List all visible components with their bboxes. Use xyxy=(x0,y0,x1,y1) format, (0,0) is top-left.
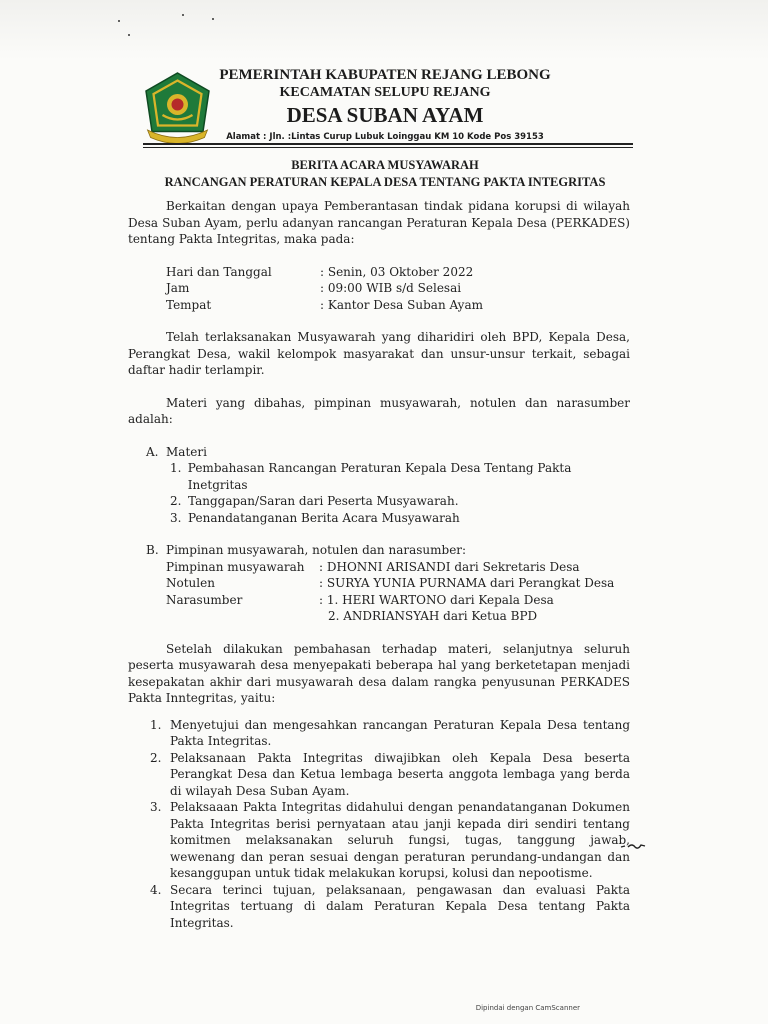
document-body xyxy=(128,198,630,931)
materials-intro: Materi yang dibahas, pimpinan musyawarah, notulen dan narasumber adalah: xyxy=(128,395,630,426)
section-marker: A. xyxy=(146,444,159,459)
letterhead-district: KECAMATAN SELUPU REJANG xyxy=(279,85,491,100)
letterhead-rule-thin xyxy=(143,147,633,148)
participant-name: : SURYA YUNIA PURNAMA dari Perangkat Desa xyxy=(319,576,615,590)
section-title: Materi xyxy=(166,444,207,459)
list-number: 3. xyxy=(170,510,182,525)
list-text: Pelaksaaan Pakta Integritas didahului dengan penandatanganan Dokumen Pakta Integritas berisi pernyataan atau janji kepada diri sendiri tentang komitmen melaksanakan seluruh fungsi, tugas, tanggung jawab, wewenang dan peran sesuai dengan peraturan perundang-undangan dan kesanggupan untuk tidak melakukan korupsi, kolusi dan nepootisme. xyxy=(170,800,630,880)
list-item xyxy=(170,493,630,510)
section-title: Pimpinan musyawarah, notulen dan narasumber: xyxy=(166,543,467,557)
list-item xyxy=(150,750,630,800)
list-item xyxy=(170,460,630,493)
list-number: 1. xyxy=(170,461,182,475)
scanner-watermark: Dipindai dengan CamScanner xyxy=(475,1004,580,1012)
section-marker: B. xyxy=(146,543,159,557)
list-number: 2. xyxy=(150,750,162,765)
letterhead xyxy=(205,66,565,144)
title-line-2: RANCANGAN PERATURAN KEPALA DESA TENTANG PAKTA INTEGRITAS xyxy=(164,175,606,189)
participants-table xyxy=(128,559,630,625)
schedule-row xyxy=(166,297,630,314)
schedule-label: Hari dan Tanggal xyxy=(166,264,272,279)
scan-shadow xyxy=(0,0,768,60)
list-item xyxy=(150,882,630,932)
list-item xyxy=(150,799,630,882)
schedule-value: : 09:00 WIB s/d Selesai xyxy=(320,281,462,295)
list-number: 2. xyxy=(170,494,182,508)
participant-name: : DHONNI ARISANDI dari Sekretaris Desa xyxy=(319,559,580,574)
regency-crest-icon xyxy=(140,70,215,145)
participant-row xyxy=(166,608,630,625)
title-line-1: BERITA ACARA MUSYAWARAH xyxy=(291,158,479,172)
list-text: Pelaksanaan Pakta Integritas diwajibkan oleh Kepala Desa beserta Perangkat Desa dan Ketua lembaga beserta anggota lembaga yang berda di wilayah Desa Suban Ayam. xyxy=(170,750,630,798)
letterhead-address: Alamat : Jln. :Lintas Curup Lubuk Loinggau KM 10 Kode Pos 39153 xyxy=(226,132,544,142)
letterhead-rule-thick xyxy=(143,143,633,145)
participant-role: Narasumber xyxy=(166,592,243,607)
participant-role xyxy=(166,608,319,625)
schedule-row xyxy=(166,280,630,297)
participant-role: Notulen xyxy=(166,576,215,590)
conclusion-paragraph: Setelah dilakukan pembahasan terhadap materi, selanjutnya seluruh peserta musyawarah desa menyepakati beberapa hal yang berketetapan menjadi kesepakatan akhir dari musyawarah desa dalam rangka penyusunan PERKADES Pakta Inntegritas, yaitu: xyxy=(128,641,630,705)
schedule-value: : Kantor Desa Suban Ayam xyxy=(320,297,483,312)
list-text: Secara terinci tujuan, pelaksanaan, pengawasan dan evaluasi Pakta Integritas tertuang di dalam Peraturan Kepala Desa tentang Pakta Integritas. xyxy=(170,882,630,930)
list-item xyxy=(170,510,630,527)
letterhead-regency: PEMERINTAH KABUPATEN REJANG LEBONG xyxy=(219,67,551,83)
schedule-row xyxy=(166,264,630,281)
list-text: Tanggapan/Saran dari Peserta Musyawarah. xyxy=(188,494,459,508)
participant-name: 2. ANDRIANSYAH dari Ketua BPD xyxy=(328,609,538,623)
participant-role: Pimpinan musyawarah xyxy=(166,559,305,574)
list-item xyxy=(150,717,630,750)
schedule-label: Tempat xyxy=(166,297,212,312)
intro-paragraph: Berkaitan dengan upaya Pemberantasan tindak pidana korupsi di wilayah Desa Suban Ayam, perlu adanyan rancangan Peraturan Kepala Desa (PERKADES) tentang Pakta Integritas, maka pada: xyxy=(128,199,630,246)
list-text: Penandatanganan Berita Acara Musyawarah xyxy=(188,510,460,525)
scan-speck xyxy=(118,20,120,22)
document-title xyxy=(130,157,640,191)
scan-speck xyxy=(212,18,214,20)
list-number: 3. xyxy=(150,800,162,814)
section-a-heading xyxy=(146,444,630,461)
participant-row xyxy=(166,559,630,576)
attendance-paragraph: Telah terlaksanakan Musyawarah yang diharidiri oleh BPD, Kepala Desa, Perangkat Desa, wakil kelompok masyarakat dan unsur-unsur terkait, sebagai daftar hadir terlampir. xyxy=(128,330,630,377)
participant-name: : 1. HERI WARTONO dari Kepala Desa xyxy=(319,592,554,607)
schedule-value: : Senin, 03 Oktober 2022 xyxy=(320,264,474,279)
list-text: Pembahasan Rancangan Peraturan Kepala Desa Tentang Pakta Inetgritas xyxy=(187,461,572,492)
paraf-mark-icon xyxy=(620,840,646,852)
list-text: Menyetujui dan mengesahkan rancangan Peraturan Kepala Desa tentang Pakta Integritas. xyxy=(170,717,630,748)
schedule-table xyxy=(128,264,630,314)
letterhead-village: DESA SUBAN AYAM xyxy=(286,103,484,127)
scan-speck xyxy=(128,34,130,36)
participant-row xyxy=(166,592,630,609)
resolutions-list xyxy=(128,717,630,932)
list-number: 1. xyxy=(150,717,162,732)
participant-row xyxy=(166,575,630,592)
schedule-label: Jam xyxy=(166,281,190,295)
scan-speck xyxy=(182,14,184,16)
materials-list xyxy=(170,460,630,526)
section-b-heading xyxy=(146,542,630,559)
list-number: 4. xyxy=(150,882,162,897)
